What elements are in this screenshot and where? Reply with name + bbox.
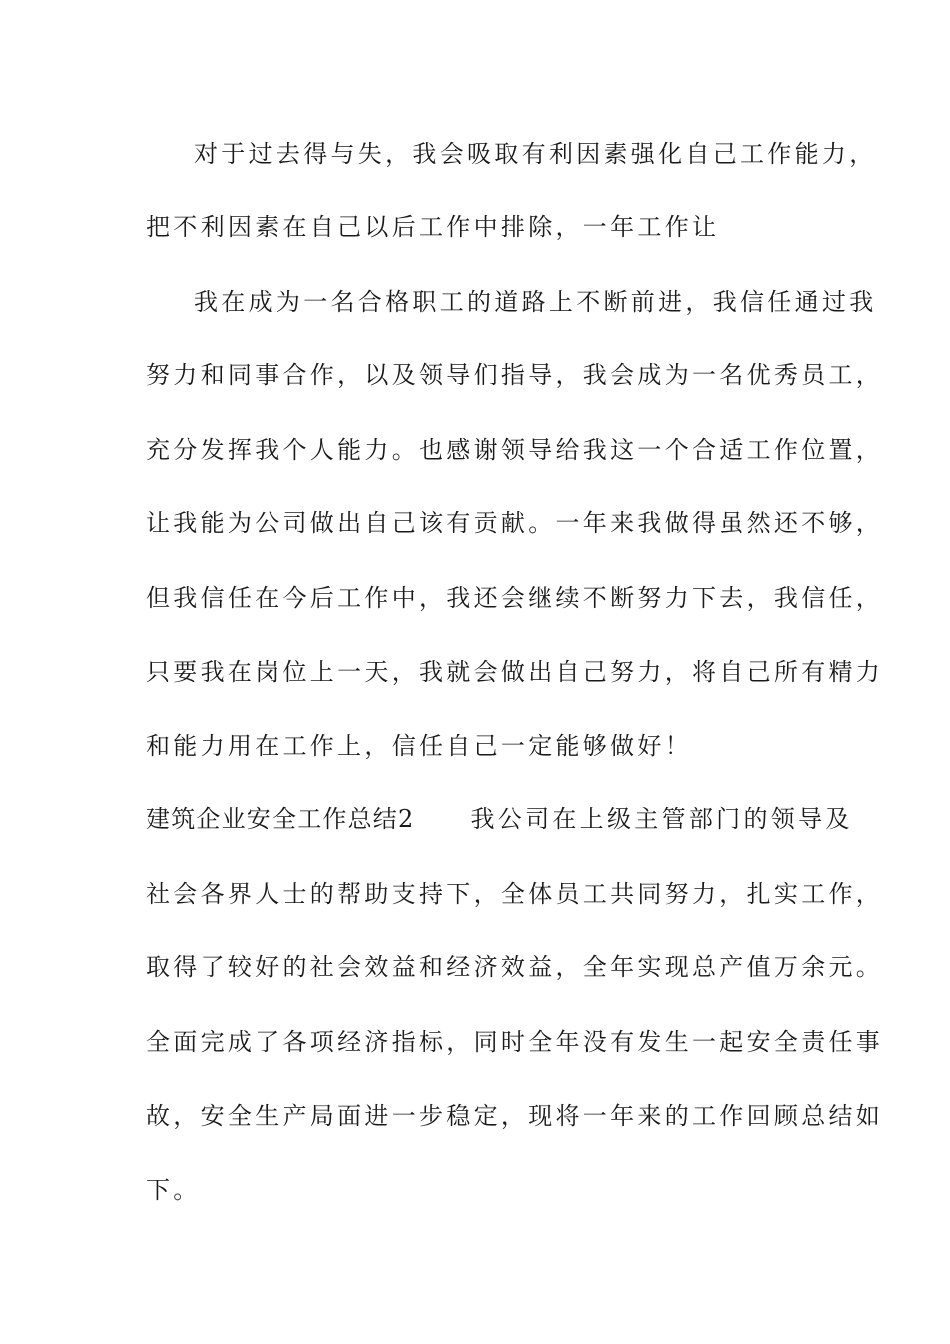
section-first-line: 我公司在上级主管部门的领导及 [470, 805, 853, 833]
paragraph-line: 充分发挥我个人能力。也感谢领导给我这一个合适工作位置， [146, 436, 884, 464]
paragraph-line: 全面完成了各项经济指标，同时全年没有发生一起安全责任事 [146, 1028, 884, 1056]
paragraph-line: 故，安全生产局面进一步稳定，现将一年来的工作回顾总结如 [146, 1102, 884, 1130]
paragraph-line: 和能力用在工作上，信任自己一定能够做好！ [146, 732, 692, 760]
paragraph-line: 社会各界人士的帮助支持下，全体员工共同努力，扎实工作， [146, 880, 884, 908]
paragraph-line: 但我信任在今后工作中，我还会继续不断努力下去，我信任， [146, 584, 884, 612]
paragraph-line: 下。 [146, 1176, 201, 1204]
paragraph-line: 我在成为一名合格职工的道路上不断前进，我信任通过我 [194, 288, 877, 316]
paragraph-line: 让我能为公司做出自己该有贡献。一年来我做得虽然还不够， [146, 509, 884, 537]
paragraph-line: 把不利因素在自己以后工作中排除，一年工作让 [146, 213, 720, 241]
section-title: 建筑企业安全工作总结2 [146, 805, 415, 833]
paragraph-line: 努力和同事合作，以及领导们指导，我会成为一名优秀员工， [146, 361, 884, 389]
paragraph-line: 对于过去得与失，我会吸取有利因素强化自己工作能力， [194, 140, 877, 168]
paragraph-line: 取得了较好的社会效益和经济效益，全年实现总产值万余元。 [146, 953, 884, 981]
paragraph-line: 只要我在岗位上一天，我就会做出自己努力，将自己所有精力 [146, 658, 884, 686]
section-heading-line [146, 799, 853, 839]
